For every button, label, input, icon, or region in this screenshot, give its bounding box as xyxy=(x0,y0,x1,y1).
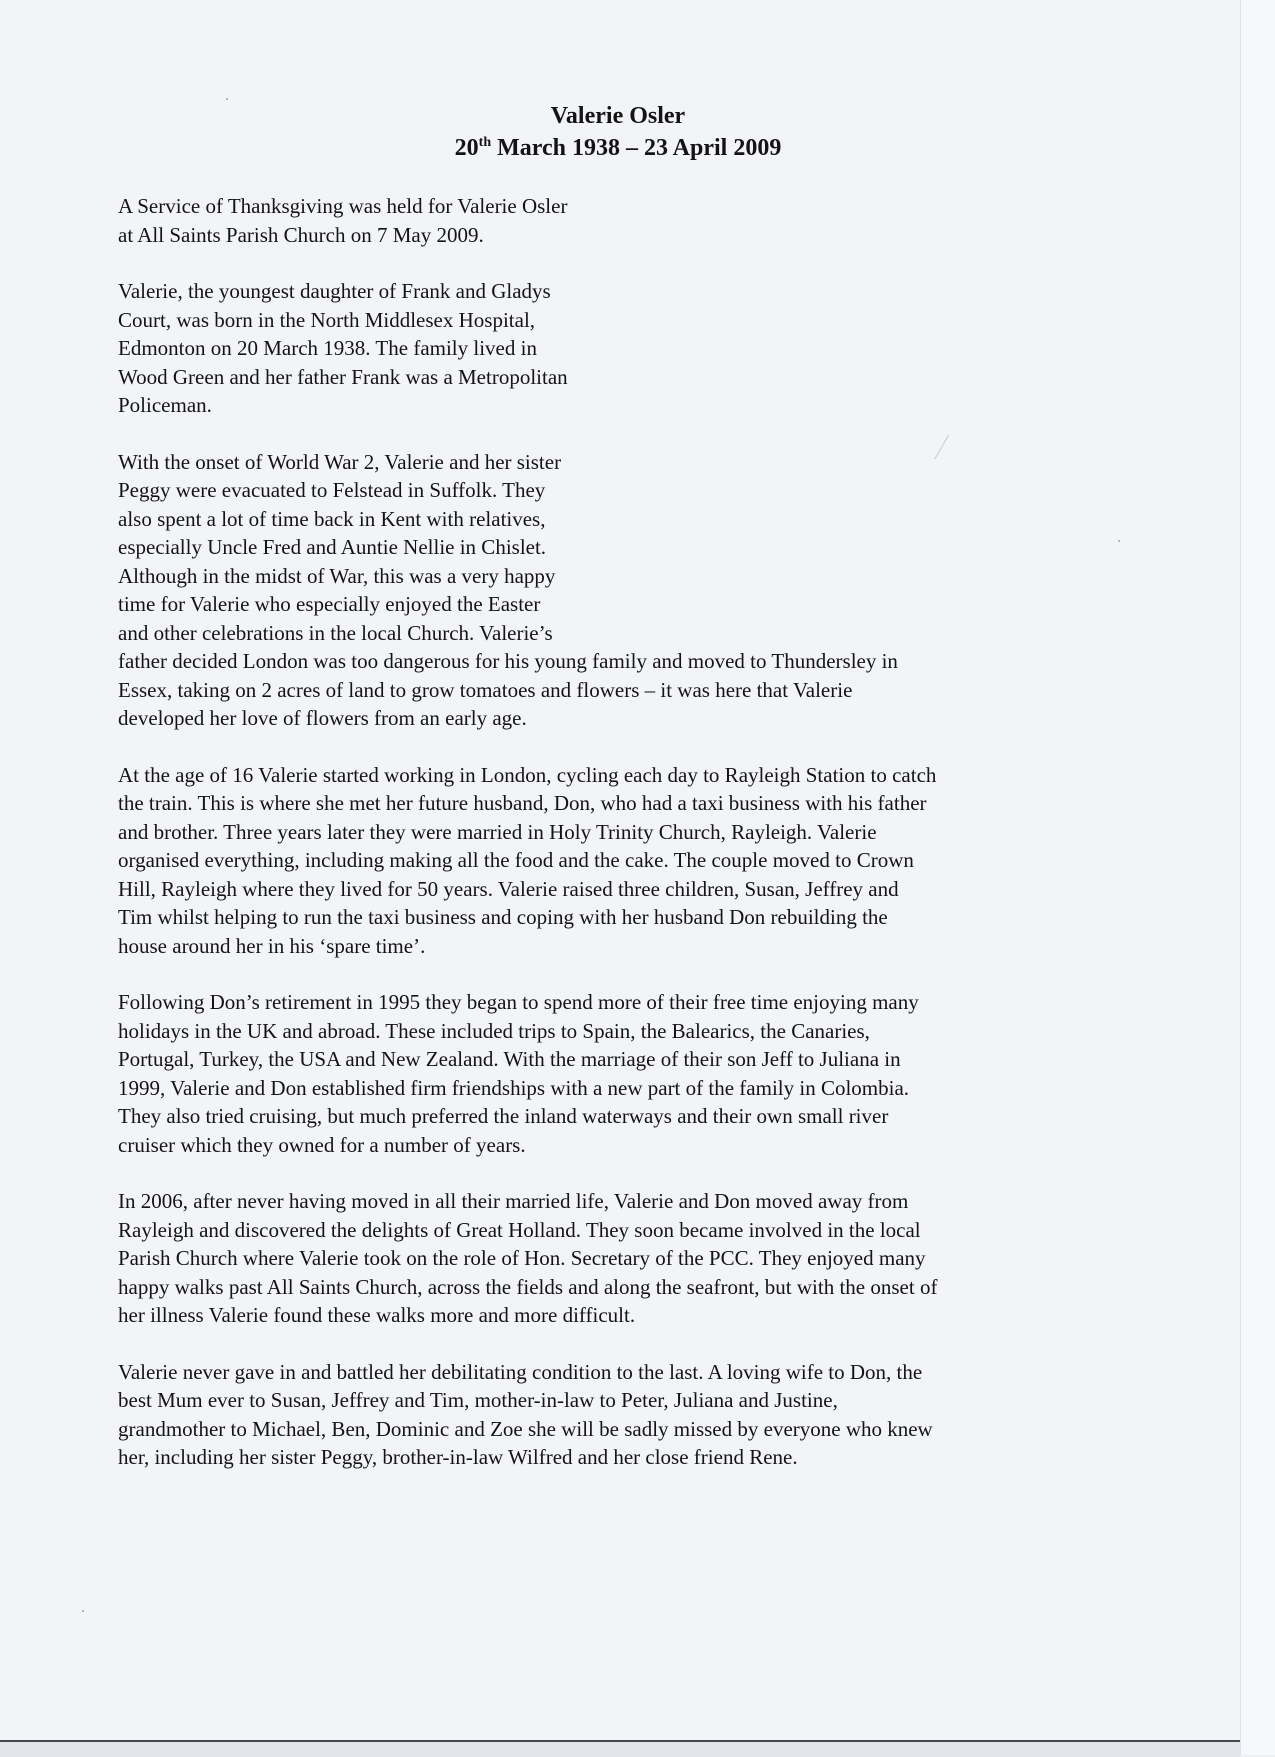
title-dates xyxy=(118,132,1118,164)
paragraph-line: organised everything, including making all the food and the cake. The couple moved to Crown xyxy=(118,848,914,872)
paragraph-line: Parish Church where Valerie took on the role of Hon. Secretary of the PCC. They enjoyed many xyxy=(118,1246,926,1270)
paragraph-line: Wood Green and her father Frank was a Metropolitan xyxy=(118,364,568,389)
paragraph-line: happy walks past All Saints Church, across the fields and along the seafront, but with the onset of xyxy=(118,1274,938,1299)
paragraph xyxy=(118,277,1118,420)
paragraph-line: grandmother to Michael, Ben, Dominic and Zoe she will be sadly missed by everyone who knew xyxy=(118,1416,933,1441)
paragraph xyxy=(118,761,1118,961)
paragraph-line: Policeman. xyxy=(118,393,212,417)
paragraph-line: time for Valerie who especially enjoyed the Easter xyxy=(118,592,541,616)
paragraph-line: and brother. Three years later they were married in Holy Trinity Church, Rayleigh. Valerie xyxy=(118,819,877,844)
paragraph-line: Although in the midst of War, this was a very happy xyxy=(118,563,556,588)
paragraph-line: Rayleigh and discovered the delights of Great Holland. They soon became involved in the local xyxy=(118,1217,921,1242)
paragraph-line: Peggy were evacuated to Felstead in Suffolk. They xyxy=(118,478,546,502)
paragraph-line: Court, was born in the North Middlesex Hospital, xyxy=(118,307,536,332)
paragraph-line: especially Uncle Fred and Auntie Nellie in Chislet. xyxy=(118,535,547,559)
paragraph xyxy=(118,192,1118,249)
paragraph-line: Valerie never gave in and battled her debilitating condition to the last. A loving wife to Don, the xyxy=(118,1359,923,1384)
paragraph-line: the train. This is where she met her future husband, Don, who had a taxi business with his father xyxy=(118,791,927,815)
title-date-suffix: th xyxy=(478,135,492,150)
body-paragraphs xyxy=(118,192,1118,1472)
paragraph-line: father decided London was too dangerous for his young family and moved to Thundersley in xyxy=(118,649,898,673)
paragraph-line: developed her love of flowers from an early age. xyxy=(118,706,527,730)
paragraph-line: Edmonton on 20 March 1938. The family lived in xyxy=(118,336,537,360)
page-title: Valerie Osler xyxy=(550,103,686,129)
scan-right-edge xyxy=(1240,0,1275,1755)
paragraph-line: Portugal, Turkey, the USA and New Zealand. With the marriage of their son Jeff to Juliana in xyxy=(118,1047,901,1071)
paragraph-line: her illness Valerie found these walks more and more difficult. xyxy=(118,1303,636,1327)
document-content xyxy=(118,100,1118,1472)
paragraph-line: Tim whilst helping to run the taxi business and coping with her husband Don rebuilding the xyxy=(118,905,888,929)
paragraph-line: With the onset of World War 2, Valerie and her sister xyxy=(118,449,562,474)
paper-speck xyxy=(82,1610,84,1612)
paragraph-line: at All Saints Parish Church on 7 May 2009. xyxy=(118,222,484,247)
paragraph-line: holidays in the UK and abroad. These included trips to Spain, the Balearics, the Canaries, xyxy=(118,1018,870,1043)
paragraph-line: Following Don’s retirement in 1995 they began to spend more of their free time enjoying many xyxy=(118,990,919,1014)
paragraph-line: In 2006, after never having moved in all their married life, Valerie and Don moved away from xyxy=(118,1189,909,1213)
paragraph-line: They also tried cruising, but much preferred the inland waterways and their own small river xyxy=(118,1104,889,1128)
paragraph-line: and other celebrations in the local Church. Valerie’s xyxy=(118,620,553,645)
paragraph-line: A Service of Thanksgiving was held for Valerie Osler xyxy=(118,194,568,218)
paragraph xyxy=(118,1187,1118,1330)
paragraph-line: Hill, Rayleigh where they lived for 50 years. Valerie raised three children, Susan, Jeffrey and xyxy=(118,876,899,901)
paragraph-line: house around her in his ‘spare time’. xyxy=(118,933,426,958)
paragraph-line: Essex, taking on 2 acres of land to grow tomatoes and flowers – it was here that Valerie xyxy=(118,677,853,702)
paragraph xyxy=(118,988,1118,1159)
paragraph-line: 1999, Valerie and Don established firm friendships with a new part of the family in Colombia. xyxy=(118,1075,910,1100)
title-block xyxy=(118,100,1118,164)
paragraph-line: best Mum ever to Susan, Jeffrey and Tim, mother-in-law to Peter, Juliana and Justine, xyxy=(118,1388,838,1412)
title-date-day: 20 xyxy=(454,135,479,161)
paragraph-line: also spent a lot of time back in Kent with relatives, xyxy=(118,506,546,531)
paragraph-line: At the age of 16 Valerie started working in London, cycling each day to Rayleigh Station to catch xyxy=(118,762,937,787)
paper-speck xyxy=(1118,540,1120,542)
scan-bottom-edge xyxy=(0,1740,1240,1757)
paragraph xyxy=(118,1358,1118,1472)
paragraph-line: Valerie, the youngest daughter of Frank and Gladys xyxy=(118,279,551,303)
paragraph-line: cruiser which they owned for a number of years. xyxy=(118,1132,526,1157)
paragraph xyxy=(118,448,1118,733)
paragraph-line: her, including her sister Peggy, brother-in-law Wilfred and her close friend Rene. xyxy=(118,1445,798,1469)
title-date-rest: March 1938 – 23 April 2009 xyxy=(491,135,782,161)
